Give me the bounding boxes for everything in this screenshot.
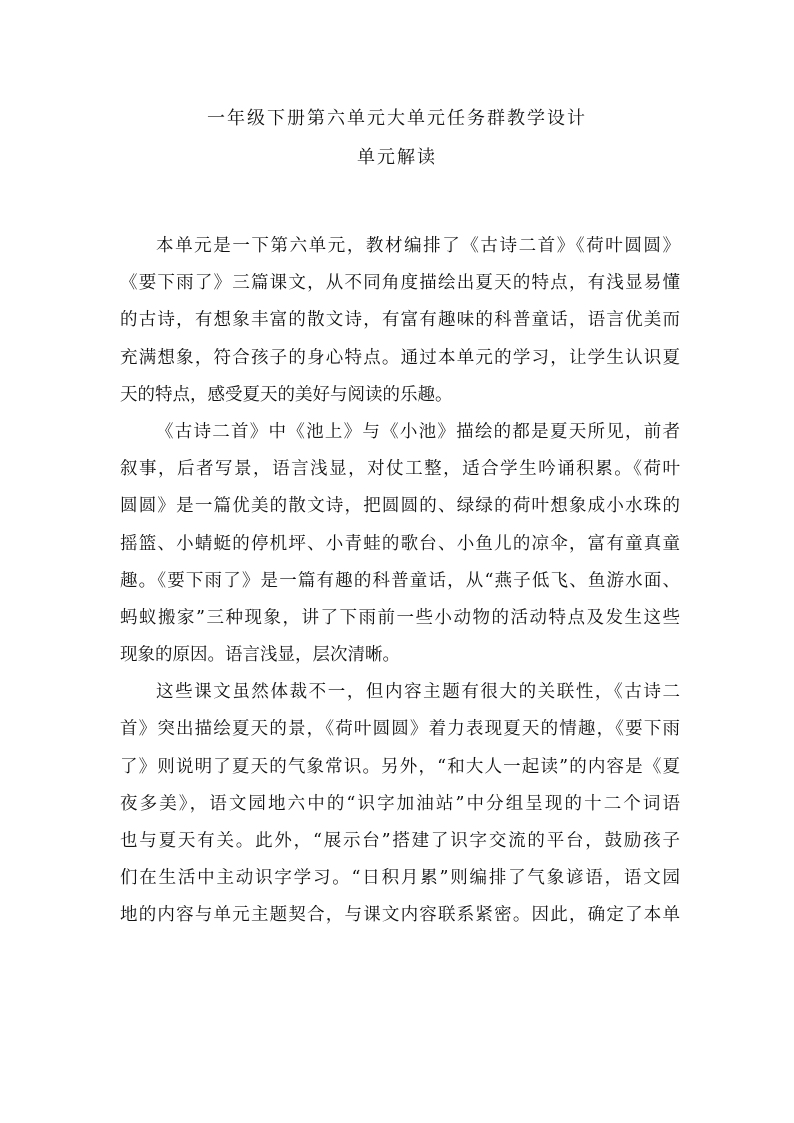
paragraph-3-line: 们在生活中主动识字学习。“日积月累”则编排了气象谚语，语文园 [120, 868, 680, 889]
paragraph-1-line: 的古诗，有想象丰富的散文诗，有富有趣味的科普童话，语言优美而 [120, 310, 680, 331]
paragraph-2-line: 《古诗二首》中《池上》与《小池》描绘的都是夏天所见，前者 [156, 421, 680, 442]
paragraph-1-line: 充满想象，符合孩子的身心特点。通过本单元的学习，让学生认识夏 [120, 347, 680, 368]
paragraph-3-line: 这些课文虽然体裁不一，但内容主题有很大的关联性，《古诗二 [156, 682, 680, 703]
paragraph-2-line: 趣。《要下雨了》是一篇有趣的科普童话，从“燕子低飞、鱼游水面、 [120, 570, 680, 591]
paragraph-2-line: 蚂蚁搬家”三种现象，讲了下雨前一些小动物的活动特点及发生这些 [120, 607, 680, 628]
paragraph-3-line: 夜多美》，语文园地六中的“识字加油站”中分组呈现的十二个词语 [120, 793, 680, 814]
section-heading: 单元解读 [357, 147, 437, 168]
paragraph-2-line: 摇篮、小蜻蜓的停机坪、小青蛙的歌台、小鱼儿的凉伞，富有童真童 [120, 533, 680, 554]
paragraph-3-line: 也与夏天有关。此外，“展示台”搭建了识字交流的平台，鼓励孩子 [120, 831, 680, 851]
paragraph-2-line: 现象的原因。语言浅显，层次清晰。 [120, 645, 400, 666]
paragraph-2-line: 圆圆》是一篇优美的散文诗，把圆圆的、绿绿的荷叶想象成小水珠的 [120, 496, 680, 517]
document-body [120, 228, 680, 935]
paragraph-3-line: 地的内容与单元主题契合，与课文内容联系紧密。因此，确定了本单 [120, 905, 680, 926]
paragraph-3-line: 了》则说明了夏天的气象常识。另外，“和大人一起读”的内容是《夏 [120, 756, 680, 777]
document-title: 一年级下册第六单元大单元任务群教学设计 [207, 108, 587, 129]
paragraph-1-line: 天的特点，感受夏天的美好与阅读的乐趣。 [120, 384, 453, 405]
paragraph-2-line: 叙事，后者写景，语言浅显，对仗工整，适合学生吟诵积累。《荷叶 [120, 459, 680, 480]
paragraph-3-line: 首》突出描绘夏天的景，《荷叶圆圆》着力表现夏天的情趣，《要下雨 [120, 719, 680, 740]
paragraph-1-line: 《要下雨了》三篇课文，从不同角度描绘出夏天的特点，有浅显易懂 [120, 273, 680, 294]
paragraph-1-line: 本单元是一下第六单元，教材编排了《古诗二首》《荷叶圆圆》 [156, 236, 680, 256]
